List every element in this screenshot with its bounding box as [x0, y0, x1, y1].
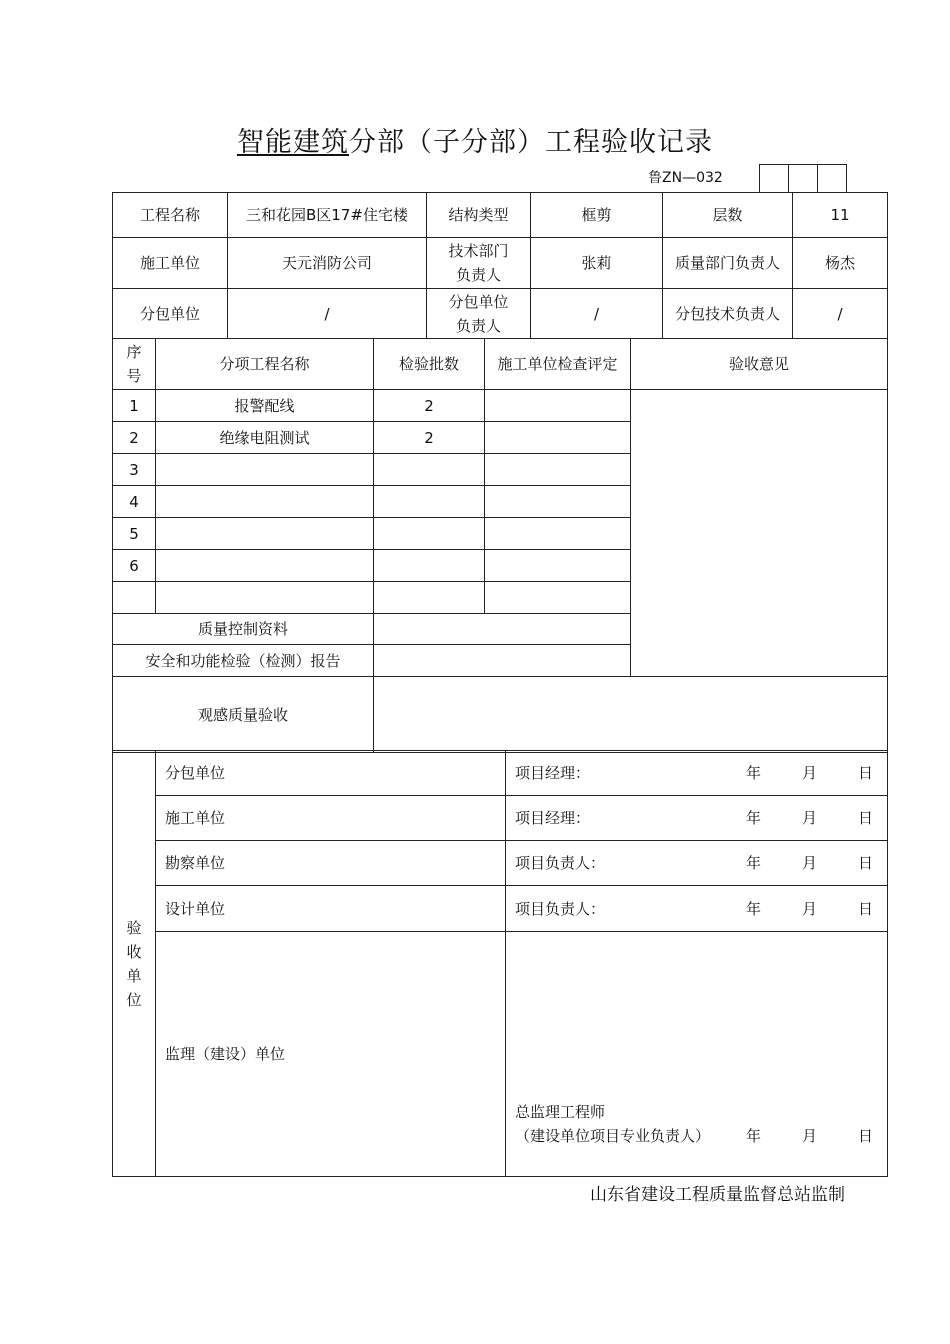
sub-tech-value[interactable]: / — [793, 289, 888, 339]
self-check-cell[interactable] — [485, 518, 631, 550]
acceptance-sign-survey[interactable]: 项目负责人： 年 月 日 — [506, 841, 888, 886]
tech-head-label: 技术部门 负责人 — [427, 238, 531, 289]
project-name-label: 工程名称 — [113, 193, 228, 238]
number-box[interactable] — [760, 165, 789, 193]
acceptance-sign-supervisor[interactable]: 总监理工程师 （建设单位项目专业负责人） 年 月 日 — [506, 932, 888, 1177]
form-number-boxes — [759, 164, 847, 193]
acceptance-unit-survey: 勘察单位 — [156, 841, 506, 886]
table-row — [113, 390, 888, 422]
item-name-cell[interactable]: 绝缘电阻测试 — [156, 422, 374, 454]
item-name-cell[interactable] — [156, 454, 374, 486]
seq-cell: 3 — [113, 454, 156, 486]
self-check-header: 施工单位检查评定 — [485, 339, 631, 390]
sub-head-value[interactable]: / — [531, 289, 663, 339]
sub-items-table — [112, 338, 888, 753]
number-box[interactable] — [789, 165, 818, 193]
footer-issuer: 山东省建设工程质量监督总站监制 — [590, 1185, 845, 1205]
contractor-label: 施工单位 — [113, 238, 228, 289]
self-check-cell[interactable] — [485, 422, 631, 454]
structure-type-label: 结构类型 — [427, 193, 531, 238]
acceptance-unit-contractor: 施工单位 — [156, 796, 506, 841]
project-info-table — [112, 192, 888, 339]
opinion-cell[interactable] — [631, 390, 888, 677]
batches-cell[interactable] — [374, 582, 485, 614]
acceptance-unit-supervisor: 监理（建设）单位 — [156, 932, 506, 1177]
self-check-cell[interactable] — [485, 390, 631, 422]
seq-cell: 4 — [113, 486, 156, 518]
batches-cell[interactable]: 2 — [374, 422, 485, 454]
acceptance-group-label: 验 收 单 位 — [113, 751, 156, 1177]
seq-cell: 5 — [113, 518, 156, 550]
quality-docs-label: 质量控制资料 — [113, 614, 374, 645]
appearance-value[interactable] — [374, 677, 888, 753]
tech-head-value[interactable]: 张莉 — [531, 238, 663, 289]
item-name-cell[interactable] — [156, 486, 374, 518]
quality-docs-value[interactable] — [374, 614, 631, 645]
acceptance-sign-contractor[interactable]: 项目经理： 年 月 日 — [506, 796, 888, 841]
self-check-cell[interactable] — [485, 550, 631, 582]
seq-cell — [113, 582, 156, 614]
subcontractor-value[interactable]: / — [228, 289, 427, 339]
quality-head-value[interactable]: 杨杰 — [793, 238, 888, 289]
acceptance-sign-subcontractor[interactable]: 项目经理： 年 月 日 — [506, 751, 888, 796]
page-title: 智能建筑分部（子分部）工程验收记录 — [237, 127, 713, 158]
appearance-label: 观感质量验收 — [113, 677, 374, 753]
form-code: 鲁ZN—032 — [648, 170, 723, 186]
safety-report-label: 安全和功能检验（检测）报告 — [113, 645, 374, 677]
project-name-value[interactable]: 三和花园B区17#住宅楼 — [228, 193, 427, 238]
sub-head-label: 分包单位 负责人 — [427, 289, 531, 339]
safety-report-value[interactable] — [374, 645, 631, 677]
quality-head-label: 质量部门负责人 — [663, 238, 793, 289]
contractor-value[interactable]: 天元消防公司 — [228, 238, 427, 289]
sub-tech-label: 分包技术负责人 — [663, 289, 793, 339]
self-check-cell[interactable] — [485, 582, 631, 614]
acceptance-table — [112, 750, 888, 1177]
batches-cell[interactable] — [374, 518, 485, 550]
subcontractor-label: 分包单位 — [113, 289, 228, 339]
item-name-cell[interactable] — [156, 550, 374, 582]
acceptance-unit-subcontractor: 分包单位 — [156, 751, 506, 796]
self-check-cell[interactable] — [485, 486, 631, 518]
floors-value[interactable]: 11 — [793, 193, 888, 238]
acceptance-unit-design: 设计单位 — [156, 886, 506, 932]
batches-cell[interactable] — [374, 486, 485, 518]
self-check-cell[interactable] — [485, 454, 631, 486]
floors-label: 层数 — [663, 193, 793, 238]
batches-header: 检验批数 — [374, 339, 485, 390]
seq-cell: 2 — [113, 422, 156, 454]
number-box[interactable] — [818, 165, 847, 193]
item-name-cell[interactable]: 报警配线 — [156, 390, 374, 422]
batches-cell[interactable]: 2 — [374, 390, 485, 422]
seq-cell: 1 — [113, 390, 156, 422]
opinion-header: 验收意见 — [631, 339, 888, 390]
acceptance-sign-design[interactable]: 项目负责人： 年 月 日 — [506, 886, 888, 932]
batches-cell[interactable] — [374, 454, 485, 486]
seq-cell: 6 — [113, 550, 156, 582]
item-name-header: 分项工程名称 — [156, 339, 374, 390]
seq-header: 序 号 — [113, 339, 156, 390]
item-name-cell[interactable] — [156, 518, 374, 550]
batches-cell[interactable] — [374, 550, 485, 582]
structure-type-value[interactable]: 框剪 — [531, 193, 663, 238]
item-name-cell[interactable] — [156, 582, 374, 614]
